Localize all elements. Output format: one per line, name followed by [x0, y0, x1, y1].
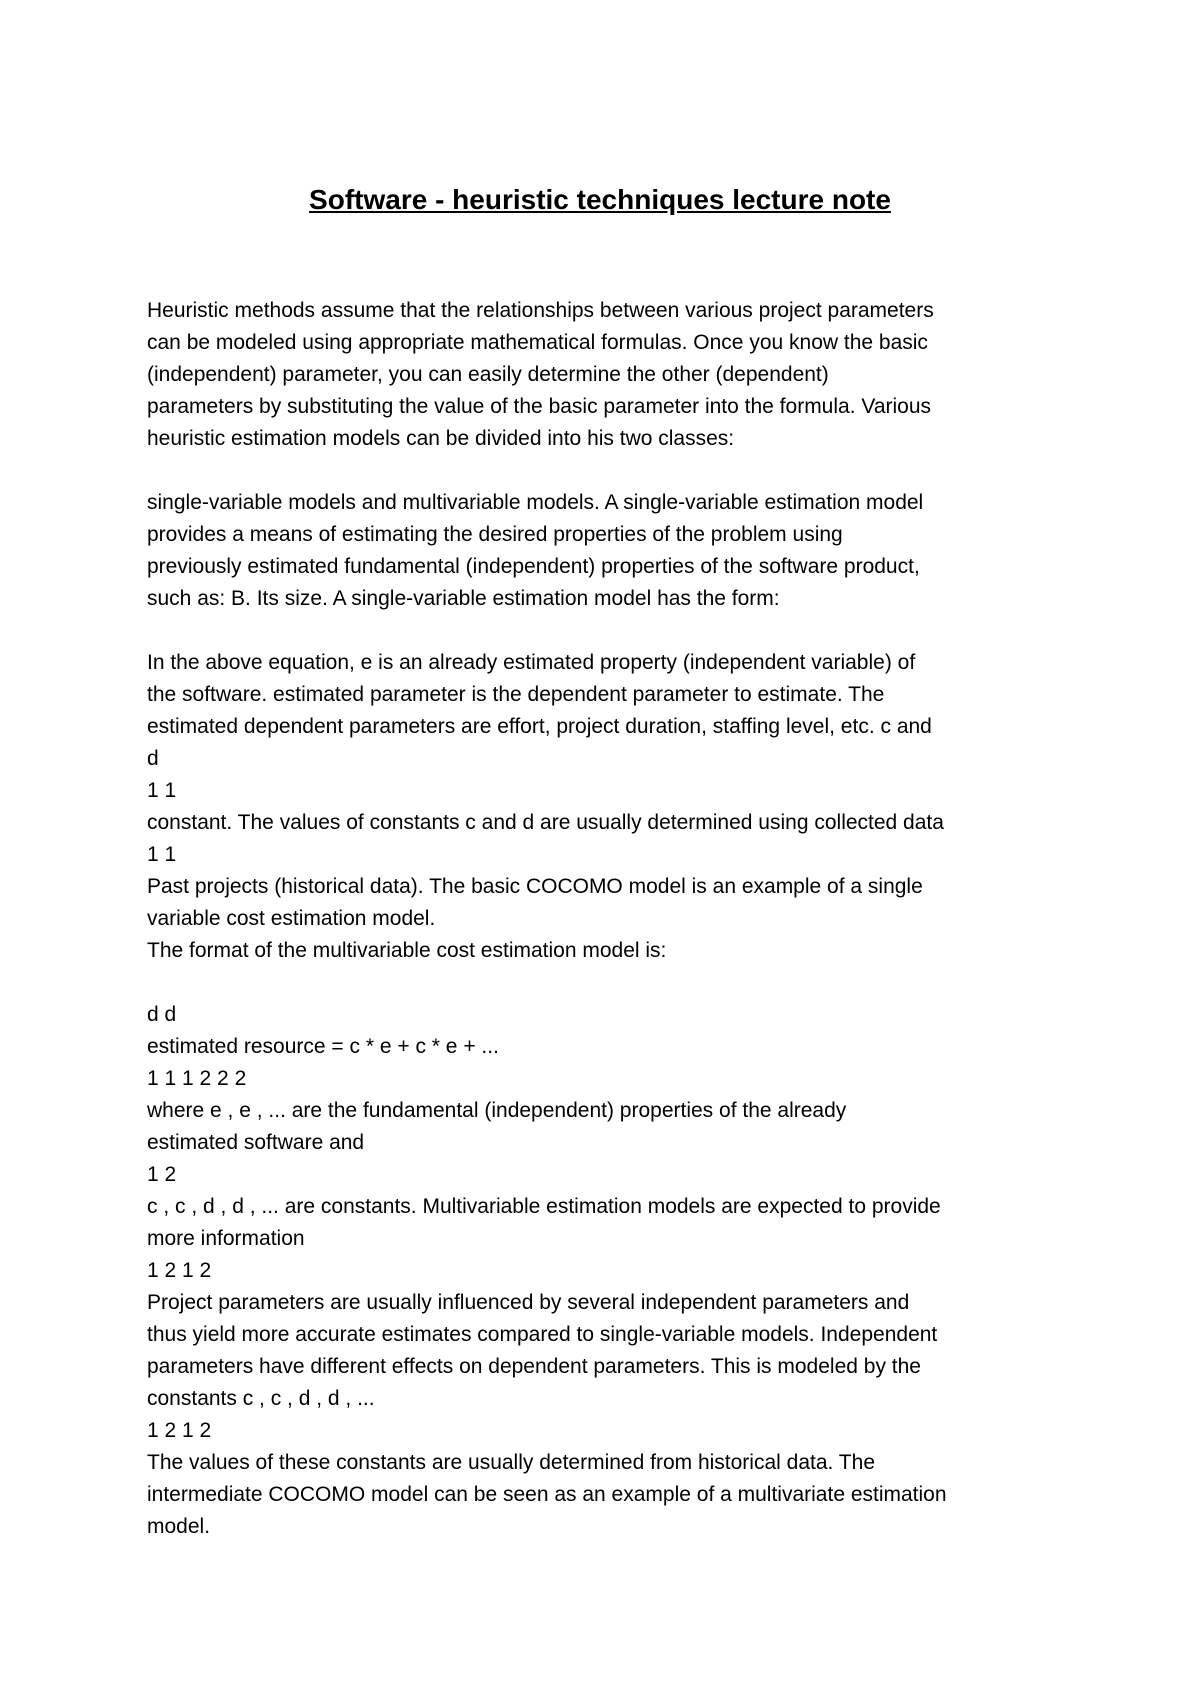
blank-line [147, 967, 1107, 999]
body-line: variable cost estimation model. [147, 907, 436, 930]
blank-line [147, 615, 1107, 647]
body-line: 1 2 1 2 [147, 1259, 212, 1282]
body-line: estimated software and [147, 1131, 365, 1154]
body-line: single-variable models and multivariable models. A single-variable estimation model [147, 491, 924, 514]
body-line: Project parameters are usually influenced by several independent parameters and [147, 1291, 910, 1314]
blank-line [147, 455, 1107, 487]
body-line: Past projects (historical data). The basic COCOMO model is an example of a single [147, 875, 923, 898]
body-line: heuristic estimation models can be divided into his two classes: [147, 427, 735, 450]
body-line: In the above equation, e is an already estimated property (independent variable) of [147, 651, 916, 674]
body-line: The format of the multivariable cost estimation model is: [147, 939, 667, 962]
body-line: such as: B. Its size. A single-variable estimation model has the form: [147, 587, 780, 610]
body-line: The values of these constants are usually determined from historical data. The [147, 1451, 875, 1474]
body-line: constant. The values of constants c and d are usually determined using collected data [147, 811, 944, 834]
body-line: previously estimated fundamental (independent) properties of the software product, [147, 555, 920, 578]
body-line: 1 1 [147, 779, 177, 802]
document-title: Software - heuristic techniques lecture note [309, 184, 891, 215]
body-line: constants c , c , d , d , ... [147, 1387, 375, 1410]
body-line: 1 2 [147, 1163, 177, 1186]
body-line: c , c , d , d , ... are constants. Multivariable estimation models are expected to provide [147, 1195, 941, 1218]
body-line: more information [147, 1227, 305, 1250]
body-line: estimated dependent parameters are effort, project duration, staffing level, etc. c and [147, 715, 932, 738]
body-line: intermediate COCOMO model can be seen as an example of a multivariate estimation [147, 1483, 947, 1506]
body-line: provides a means of estimating the desired properties of the problem using [147, 523, 843, 546]
body-line: 1 1 1 2 2 2 [147, 1067, 247, 1090]
body-line: where e , e , ... are the fundamental (independent) properties of the already [147, 1099, 847, 1122]
body-line: 1 2 1 2 [147, 1419, 212, 1442]
body-line: can be modeled using appropriate mathematical formulas. Once you know the basic [147, 331, 928, 354]
body-line: 1 1 [147, 843, 177, 866]
document-body [147, 295, 1107, 1543]
body-line: parameters by substituting the value of the basic parameter into the formula. Various [147, 395, 932, 418]
body-line: thus yield more accurate estimates compared to single-variable models. Independent [147, 1323, 938, 1346]
body-line: model. [147, 1515, 211, 1538]
body-line: d [147, 747, 159, 770]
body-line: estimated resource = c * e + c * e + ... [147, 1035, 499, 1058]
body-line: parameters have different effects on dependent parameters. This is modeled by the [147, 1355, 921, 1378]
body-line: d d [147, 1003, 177, 1026]
body-line: Heuristic methods assume that the relationships between various project parameters [147, 299, 934, 322]
body-line: the software. estimated parameter is the dependent parameter to estimate. The [147, 683, 885, 706]
body-line: (independent) parameter, you can easily determine the other (dependent) [147, 363, 829, 386]
